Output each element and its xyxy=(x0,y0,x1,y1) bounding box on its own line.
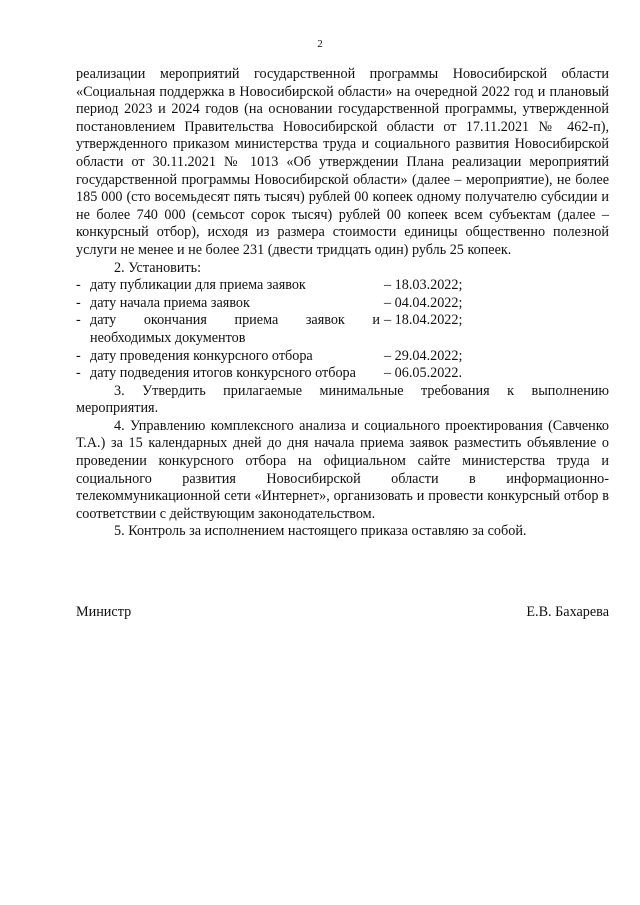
list-item xyxy=(76,295,609,313)
list-item-text: дату окончания приема заявок и xyxy=(90,312,380,329)
list-item-text: дату проведения конкурсного отбора xyxy=(90,347,313,364)
list-item xyxy=(76,312,609,347)
list-dash: - xyxy=(76,312,81,329)
list-dash: - xyxy=(76,277,81,294)
list-item-text: дату публикации для приема заявок xyxy=(90,277,306,294)
list-item-text-wrap xyxy=(90,312,380,347)
dates-list xyxy=(76,277,609,383)
list-dash: - xyxy=(76,365,81,382)
signature-block xyxy=(76,604,609,621)
list-item-subtext: необходимых документов xyxy=(90,329,246,346)
list-item xyxy=(76,277,609,295)
list-item-date: – 06.05.2022. xyxy=(384,365,463,382)
document-body xyxy=(76,66,609,541)
list-item-date: – 29.04.2022; xyxy=(384,347,463,364)
paragraph-establish: 2. Установить: xyxy=(114,259,202,276)
list-item-date: – 04.04.2022; xyxy=(384,294,463,311)
paragraph-control: 5. Контроль за исполнением настоящего приказа оставляю за собой. xyxy=(114,523,527,540)
signatory-position: Министр xyxy=(76,604,132,620)
paragraph-department: 4. Управлению комплексного анализа и социального проектирования (Савченко Т.А.) за 15 календарных дней до дня начала приема заявок разместить объявление о проведении конкурсного отбора на официальном сайте министерства труда и социального развития Новосибирской области в информационно-телекоммуникационной сети «Интернет», организовать и провести конкурсный отбор в соответствии с действующим законодательством. xyxy=(76,417,609,522)
page-number: 2 xyxy=(317,38,323,50)
paragraph-approve: 3. Утвердить прилагаемые минимальные требования к выполнению мероприятия. xyxy=(76,382,609,417)
list-item xyxy=(76,365,609,383)
list-item xyxy=(76,348,609,366)
list-dash: - xyxy=(76,294,81,311)
paragraph-continuation: реализации мероприятий государственной программы Новосибирской области «Социальная поддержка в Новосибирской области» на очередной 2022 год и плановый период 2023 и 2024 годов (на основании государственной программы, утвержденной постановлением Правительства Новосибирской области от 17.11.2021 № 462-п), утвержденного приказом министерства труда и социального развития Новосибирской области от 30.11.2021 № 1013 «Об утверждении Плана реализации мероприятий государственной программы Новосибирской области» (далее – мероприятие), не более 185 000 (сто восемьдесят пять тысяч) рублей 00 копеек одному получателю субсидии и не более 740 000 (семьсот сорок тысяч) рублей 00 копеек всем субъектам (далее – конкурсный отбор), исходя из размера стоимости единицы общественно полезной услуги не менее и не более 231 (двести тридцать один) рубль 25 копеек. xyxy=(76,66,609,258)
list-item-date: – 18.04.2022; xyxy=(384,312,463,329)
list-item-text: дату подведения итогов конкурсного отбора xyxy=(90,365,356,382)
list-dash: - xyxy=(76,347,81,364)
list-item-date: – 18.03.2022; xyxy=(384,277,463,294)
list-item-text: дату начала приема заявок xyxy=(90,294,250,311)
signatory-name: Е.В. Бахарева xyxy=(526,604,609,620)
